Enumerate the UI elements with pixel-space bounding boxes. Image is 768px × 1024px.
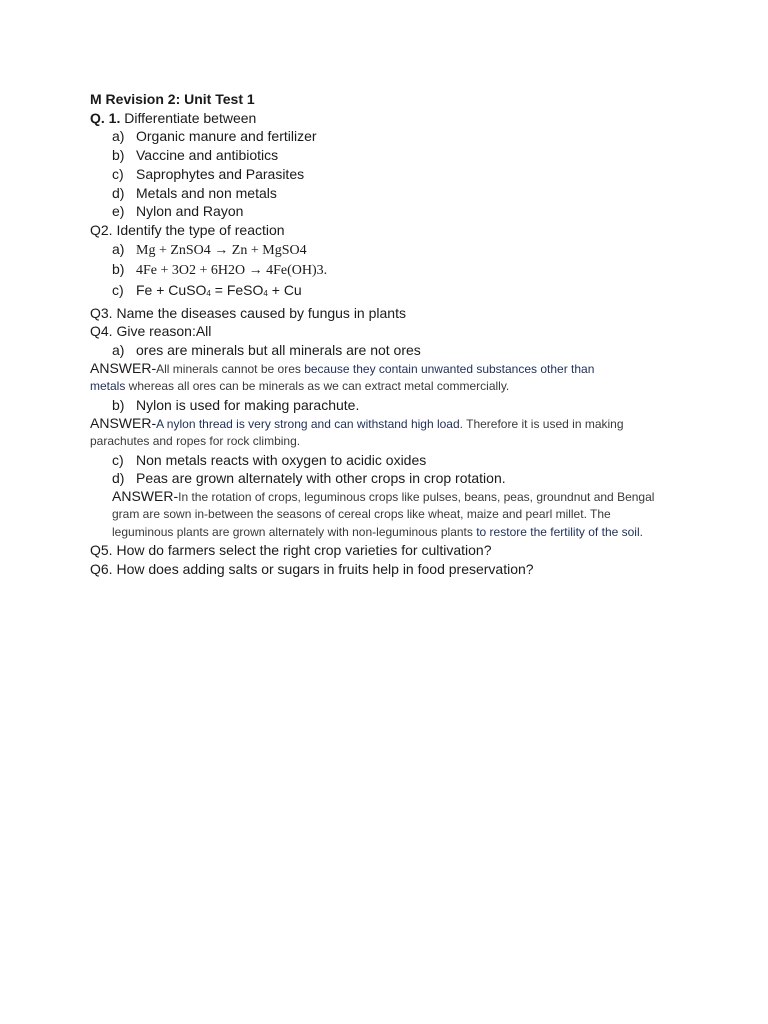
equation-part: = FeSO xyxy=(210,282,264,299)
answer-line xyxy=(90,488,690,507)
answer-text-highlight: to restore the fertility of the soil xyxy=(476,524,640,539)
reaction-equation: 4Fe + 3O2 + 6H2O → 4Fe(OH)3. xyxy=(136,263,328,279)
subscript: 4 xyxy=(263,289,268,299)
item-text: Nylon and Rayon xyxy=(136,203,244,220)
item-text: Nylon is used for making parachute. xyxy=(136,396,360,413)
item-text: Peas are grown alternately with other crops in crop rotation. xyxy=(136,470,506,487)
item-text: Saprophytes and Parasites xyxy=(136,165,305,182)
item-label: c) xyxy=(112,451,124,468)
question-2: Q2. Identify the type of reaction xyxy=(90,221,285,238)
question-6: Q6. How does adding salts or sugars in fruits help in food preservation? xyxy=(90,561,534,578)
item-label: b) xyxy=(112,396,125,413)
item-text: Non metals reacts with oxygen to acidic oxides xyxy=(136,451,427,468)
list-item xyxy=(90,165,690,184)
list-item xyxy=(90,396,690,415)
list-item xyxy=(90,260,690,281)
answer-text: . Therefore it is used in making xyxy=(459,416,624,431)
item-label: c) xyxy=(112,165,124,182)
item-label: c) xyxy=(112,282,124,299)
item-text: Metals and non metals xyxy=(136,184,277,201)
item-text: ores are minerals but all minerals are not ores xyxy=(136,342,421,359)
item-label: e) xyxy=(112,203,125,220)
equation-part: + Cu xyxy=(267,282,302,299)
list-item xyxy=(90,127,690,146)
answer-tag: ANSWER- xyxy=(90,414,157,431)
answer-line xyxy=(90,360,690,379)
page-title: M Revision 2: Unit Test 1 xyxy=(90,91,255,107)
list-item xyxy=(90,451,690,470)
reaction-equation xyxy=(136,282,302,298)
answer-text-highlight: A nylon thread is very strong and can withstand high load xyxy=(156,416,460,431)
reaction-equation: Mg + ZnSO4 → Zn + MgSO4 xyxy=(136,242,307,258)
equation-part: Fe + CuSO xyxy=(136,282,207,299)
answer-text-highlight: metals xyxy=(90,379,126,394)
answer-tag: ANSWER- xyxy=(90,359,157,376)
answer-line: parachutes and ropes for rock climbing. xyxy=(90,434,301,449)
answer-text: leguminous plants are grown alternately with non-leguminous plants xyxy=(112,524,477,539)
question-1 xyxy=(90,109,690,128)
question-4: Q4. Give reason:All xyxy=(90,323,212,340)
list-item xyxy=(90,202,690,221)
answer-line: gram are sown in-between the seasons of cereal crops like wheat, maize and pearl millet. The xyxy=(112,507,611,522)
question-1-label: Q. 1. xyxy=(90,109,121,126)
item-text: Organic manure and fertilizer xyxy=(136,128,317,145)
answer-text: All minerals cannot be ores xyxy=(156,361,305,376)
item-label: a) xyxy=(112,128,125,145)
question-5: Q5. How do farmers select the right crop varieties for cultivation? xyxy=(90,542,492,559)
item-label: a) xyxy=(112,342,125,359)
item-label: a) xyxy=(112,240,125,257)
answer-text: whereas all ores can be minerals as we can extract metal commercially. xyxy=(125,379,510,394)
answer-line xyxy=(90,524,690,542)
answer-text: In the rotation of crops, leguminous crops like pulses, beans, peas, groundnut and Bengal xyxy=(178,489,655,504)
item-label: b) xyxy=(112,147,125,164)
answer-line xyxy=(90,378,690,396)
item-label: d) xyxy=(112,470,125,487)
question-1-text: Differentiate between xyxy=(120,109,257,126)
list-item xyxy=(90,281,690,304)
item-label: d) xyxy=(112,184,125,201)
list-item xyxy=(90,341,690,360)
answer-text-highlight: because they contain unwanted substances other than xyxy=(304,361,595,376)
question-3: Q3. Name the diseases caused by fungus in plants xyxy=(90,304,406,321)
subscript: 4 xyxy=(206,289,211,299)
item-label: b) xyxy=(112,261,125,278)
item-text: Vaccine and antibiotics xyxy=(136,147,279,164)
document-page xyxy=(90,90,690,579)
list-item xyxy=(90,146,690,165)
list-item xyxy=(90,184,690,203)
list-item xyxy=(90,240,690,261)
answer-text: . xyxy=(639,524,643,539)
answer-tag: ANSWER- xyxy=(112,487,179,504)
answer-line xyxy=(90,415,690,434)
list-item xyxy=(90,469,690,488)
